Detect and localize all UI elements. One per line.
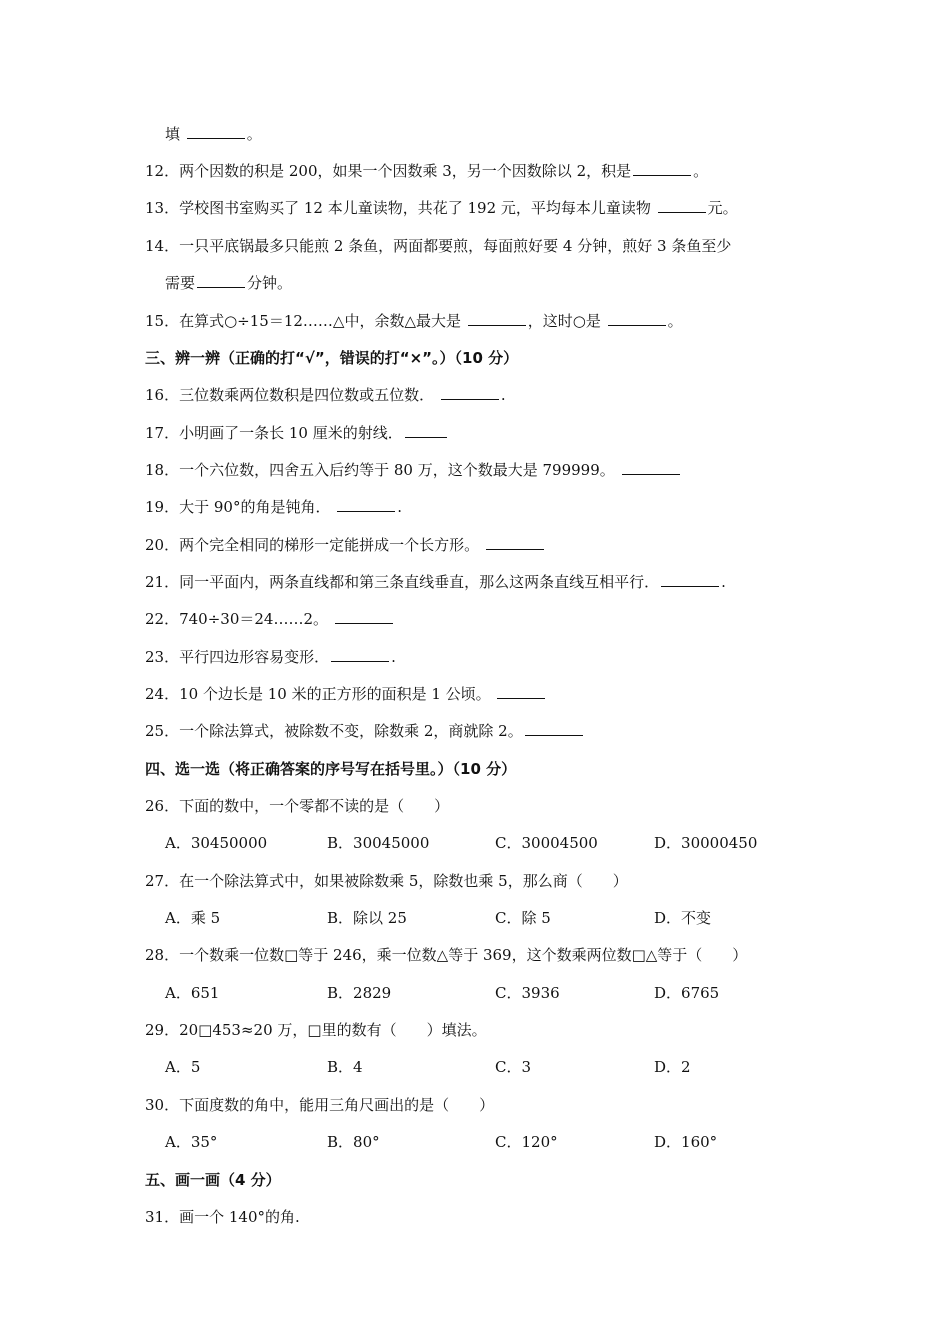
answer-blank [633,161,691,176]
answer-blank [608,311,666,326]
answer-blank [335,609,393,624]
question-28: 28．一个数乘一位数□等于 246，乘一位数△等于 369，这个数乘两位数□△等于（ ） [145,946,748,964]
answer-blank [486,535,544,550]
option-d: D．不变 [654,909,712,927]
option-a: A．651 [165,984,220,1002]
question-text: 14．一只平底锅最多只能煎 2 条鱼，两面都要煎，每面煎好要 4 分钟，煎好 3 条鱼至少 [145,237,732,255]
option-b: B．2829 [327,984,392,1002]
question-19: 19．大于 90°的角是钝角． . [145,498,403,516]
question-27: 27．在一个除法算式中，如果被除数乘 5，除数也乘 5，那么商（ ） [145,872,628,890]
question-22: 22．740÷30＝24……2。 [145,608,395,630]
question-15: 15．在算式○÷15＝12……△中，余数△最大是 ，这时○是 。 [145,312,683,330]
section-3-heading: 三、辨一辨（正确的打“√”，错误的打“×”。）（10 分） [145,349,519,367]
question-16: 16．三位数乘两位数积是四位数或五位数． . [145,386,506,404]
option-a: A．5 [165,1058,201,1076]
answer-blank [525,721,583,736]
question-12: 12．两个因数的积是 200，如果一个因数乘 3，另一个因数除以 2，积是 。 [145,162,709,180]
answer-blank [468,311,526,326]
question-text: 填 [165,125,181,143]
option-b: B．80° [327,1133,380,1151]
option-c: C．120° [495,1133,558,1151]
option-d: D．6765 [654,984,720,1002]
question-25: 25．一个除法算式，被除数不变，除数乘 2，商就除 2。 [145,720,585,742]
option-a: A．30450000 [165,834,268,852]
option-a: A．乘 5 [165,909,221,927]
option-d: D．30000450 [654,834,758,852]
question-18: 18．一个六位数，四舍五入后约等于 80 万，这个数最大是 799999。 [145,459,682,481]
question-13: 13．学校图书室购买了 12 本儿童读物，共花了 192 元，平均每本儿童读物 元。 [145,199,738,217]
question-text: 15．在算式○÷15＝12……△中，余数△最大是 [145,312,461,330]
option-a: A．35° [165,1133,218,1151]
question-24: 24．10 个边长是 10 米的正方形的面积是 1 公顷。 [145,683,547,705]
question-17: 17．小明画了一条长 10 厘米的射线． [145,422,449,444]
answer-blank [405,423,447,438]
question-29: 29．20□453≈20 万，□里的数有（ ）填法。 [145,1021,487,1039]
option-c: C．3 [495,1058,532,1076]
option-c: C．除 5 [495,909,551,927]
question-21: 21．同一平面内，两条直线都和第三条直线垂直，那么这两条直线互相平行． . [145,573,726,591]
section-4-heading: 四、选一选（将正确答案的序号写在括号里。）（10 分） [145,760,517,778]
answer-blank [622,460,680,475]
option-b: B．4 [327,1058,363,1076]
answer-blank [661,572,719,587]
answer-blank [187,124,245,139]
answer-blank [337,497,395,512]
question-14 [145,235,731,257]
section-5-heading: 五、画一画（4 分） [145,1171,281,1189]
answer-blank [441,385,499,400]
option-c: C．30004500 [495,834,598,852]
question-text: 13．学校图书室购买了 12 本儿童读物，共花了 192 元，平均每本儿童读物 [145,199,651,217]
question-text: 12．两个因数的积是 200，如果一个因数乘 3，另一个因数除以 2，积是 [145,162,632,180]
question-23: 23．平行四边形容易变形． . [145,648,396,666]
option-c: C．3936 [495,984,560,1002]
option-d: D．160° [654,1133,718,1151]
answer-blank [331,647,389,662]
q11-continuation: 填 。 [165,125,262,143]
question-26: 26．下面的数中，一个零都不读的是（ ） [145,797,450,815]
question-20: 20．两个完全相同的梯形一定能拼成一个长方形。 [145,534,546,556]
question-30: 30．下面度数的角中，能用三角尺画出的是（ ） [145,1096,495,1114]
option-b: B．30045000 [327,834,430,852]
option-d: D．2 [654,1058,691,1076]
option-b: B．除以 25 [327,909,407,927]
answer-blank [197,273,245,288]
question-14-line2: 需要 分钟。 [165,274,293,292]
question-31: 31．画一个 140°的角. [145,1208,300,1226]
answer-blank [497,684,545,699]
answer-blank [658,198,706,213]
